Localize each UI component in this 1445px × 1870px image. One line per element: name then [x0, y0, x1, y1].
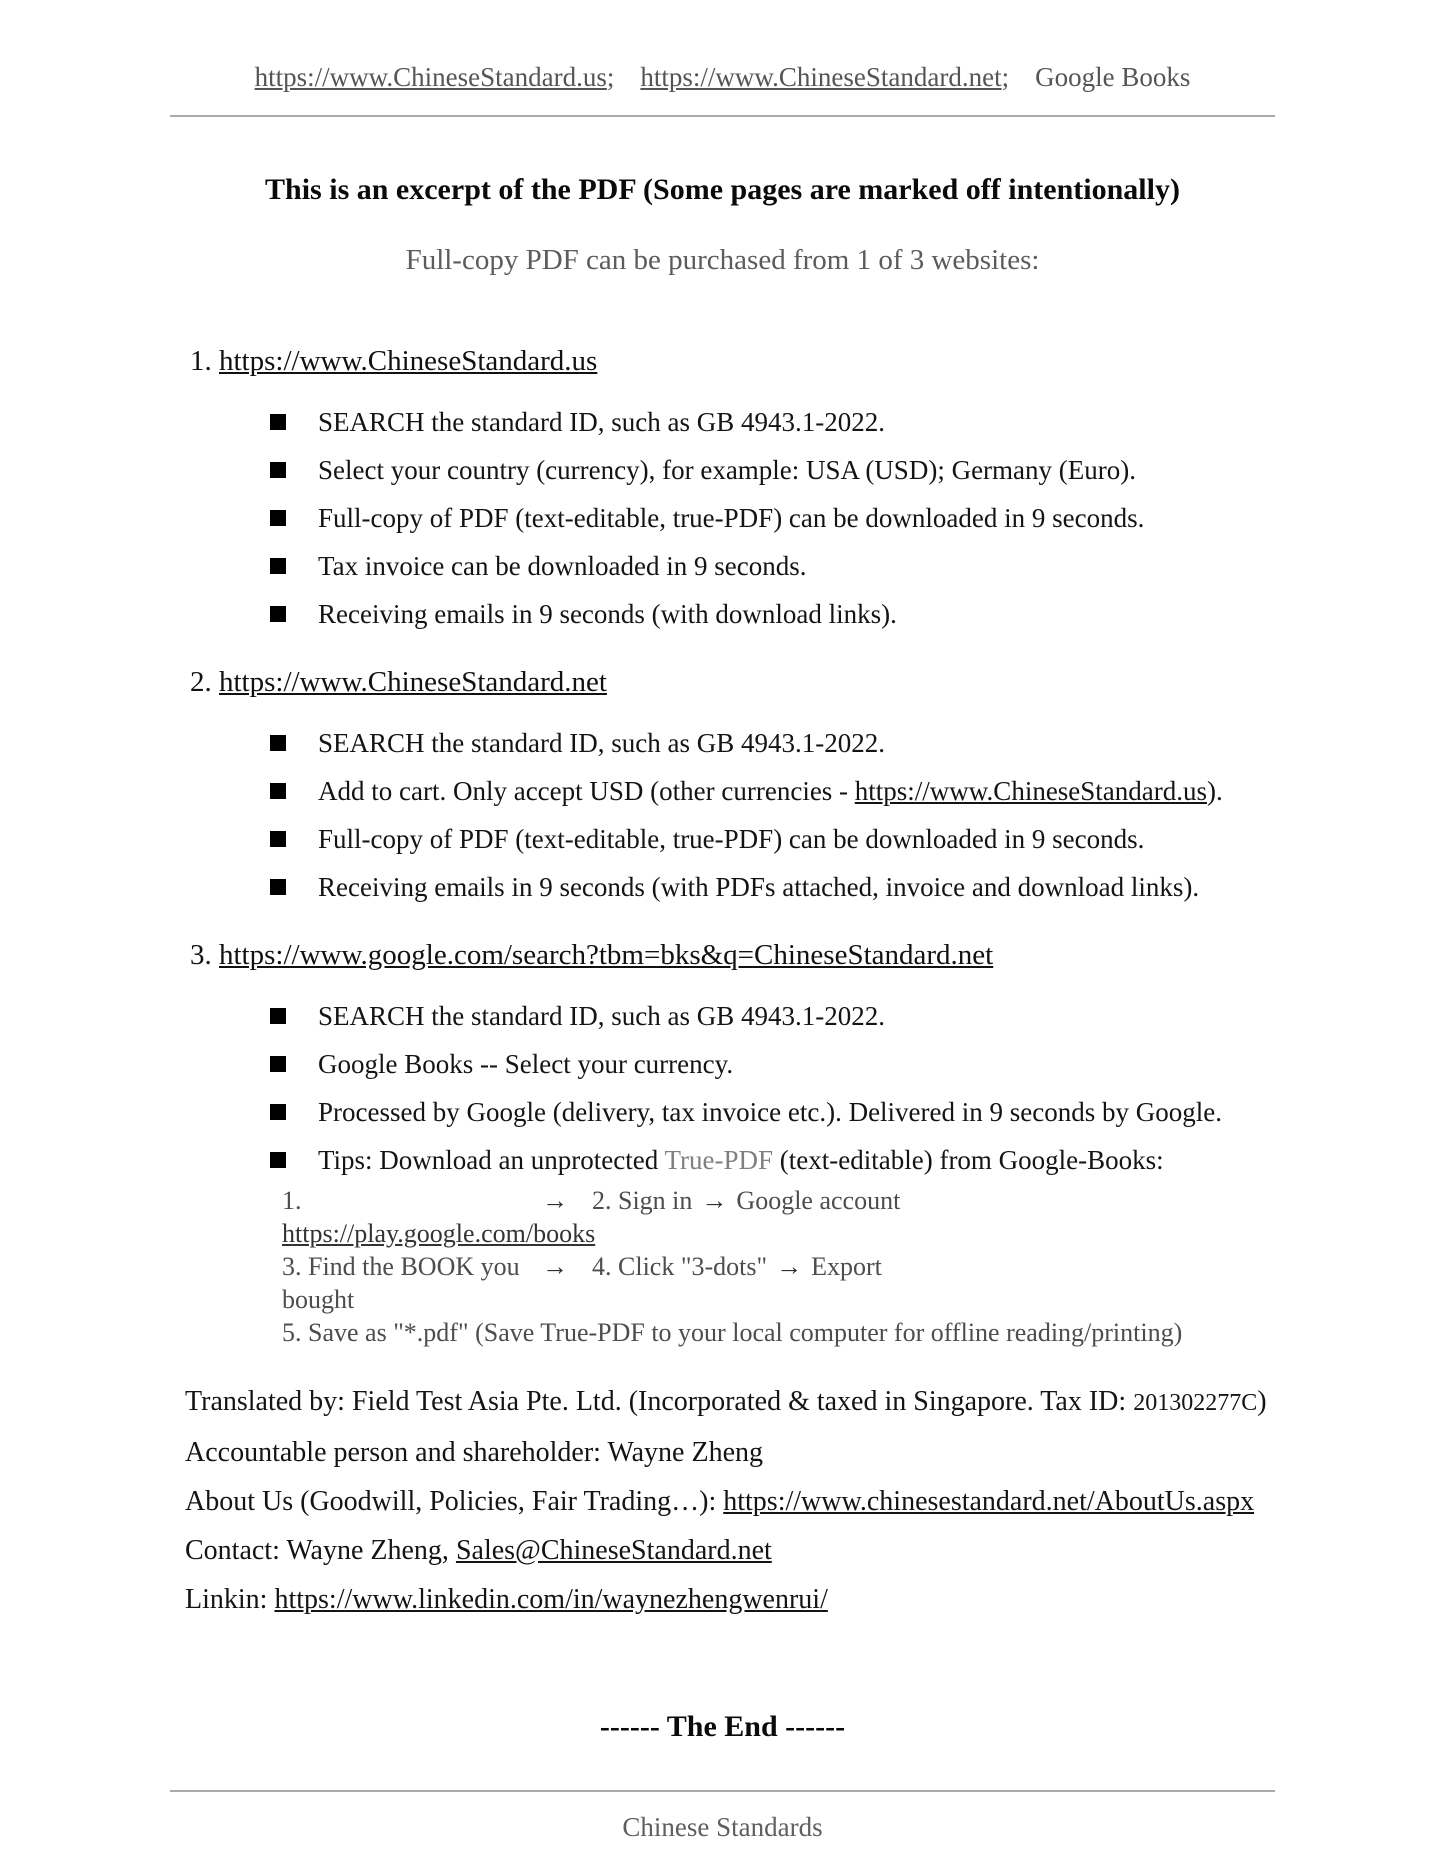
square-bullet-icon [270, 879, 286, 895]
tips-steps [282, 1184, 1275, 1349]
step-2-target: Google account [736, 1186, 901, 1215]
bullet-text-prefix: Tips: Download an unprotected [318, 1145, 665, 1175]
contact-line [185, 1526, 1275, 1575]
step-2-text: 2. Sign in [592, 1186, 693, 1215]
the-end-marker: ------ The End ------ [599, 1710, 846, 1743]
square-bullet-icon [270, 1056, 286, 1072]
true-pdf-label: True-PDF [664, 1145, 774, 1175]
step-2 [592, 1184, 900, 1250]
square-bullet-icon [270, 1152, 286, 1168]
list-item [270, 446, 1275, 494]
square-bullet-icon [270, 1008, 286, 1024]
list-item [270, 815, 1275, 863]
list-item [270, 767, 1275, 815]
contact-text: Contact: Wayne Zheng, [185, 1535, 456, 1566]
arrow-icon: → [542, 1185, 568, 1215]
step-1 [282, 1184, 596, 1250]
bullet-text [318, 767, 1223, 815]
square-bullet-icon [270, 510, 286, 526]
arrow-icon: → [701, 1185, 728, 1215]
linkedin-line [185, 1575, 1275, 1624]
bullet-text-suffix: (text-editable) from Google-Books: [773, 1145, 1164, 1175]
about-us-text: About Us (Goodwill, Policies, Fair Trading…): [185, 1486, 724, 1517]
section-1-number: 1. [190, 345, 212, 377]
tips-step-row-1 [282, 1184, 1275, 1250]
step-4 [592, 1250, 882, 1316]
play-google-books-link[interactable]: https://play.google.com/books [282, 1219, 596, 1248]
footer-brand: Chinese Standards [622, 1812, 823, 1842]
section-1-heading [190, 345, 1275, 378]
square-bullet-icon [270, 1104, 286, 1120]
header-link-chinesestandard-net[interactable]: https://www.ChineseStandard.net [640, 62, 1002, 92]
list-item [270, 1040, 1275, 1088]
about-block [170, 1377, 1275, 1624]
section-3-bullets [170, 992, 1275, 1184]
contact-email-link[interactable]: Sales@ChineseStandard.net [455, 1535, 772, 1566]
list-item [270, 1088, 1275, 1136]
step-3: 3. Find the BOOK you bought [282, 1252, 520, 1314]
header-divider [170, 115, 1275, 117]
list-item [270, 590, 1275, 638]
translated-by-text: Translated by: Field Test Asia Pte. Ltd. (Incorporated & taxed in Singapore. Tax ID: [185, 1386, 1134, 1417]
list-item [270, 863, 1275, 911]
bullet-text: Full-copy of PDF (text-editable, true-PDF) can be downloaded in 9 seconds. [318, 824, 1145, 854]
bullet-text: Receiving emails in 9 seconds (with download links). [318, 599, 897, 629]
bullet-text: SEARCH the standard ID, such as GB 4943.1-2022. [318, 1001, 885, 1031]
square-bullet-icon [270, 735, 286, 751]
translated-by-line [185, 1377, 1275, 1428]
header-link-chinesestandard-us[interactable]: https://www.ChineseStandard.us [254, 62, 607, 92]
list-item [270, 719, 1275, 767]
tips-step-row-2 [282, 1250, 1275, 1316]
header-separator: ; [1001, 62, 1010, 92]
bullet-text: Tax invoice can be downloaded in 9 seconds. [318, 551, 807, 581]
arrow-icon: → [776, 1251, 803, 1281]
page-title: This is an excerpt of the PDF (Some pages are marked off intentionally) [265, 173, 1180, 206]
header-label-google-books: Google Books [1035, 62, 1191, 92]
square-bullet-icon [270, 606, 286, 622]
bullet-text: Select your country (currency), for example: USA (USD); Germany (Euro). [318, 455, 1136, 485]
bullet-text-prefix: Add to cart. Only accept USD (other currencies - [318, 776, 855, 806]
header-separator: ; [606, 62, 615, 92]
square-bullet-icon [270, 783, 286, 799]
step-4-text: 4. Click "3-dots" [592, 1252, 768, 1281]
bullet-text: SEARCH the standard ID, such as GB 4943.1-2022. [318, 407, 885, 437]
bullet-text-suffix: ). [1207, 776, 1223, 806]
about-us-link[interactable]: https://www.chinesestandard.net/AboutUs.aspx [723, 1486, 1255, 1517]
square-bullet-icon [270, 462, 286, 478]
step-4-target: Export [811, 1252, 882, 1281]
square-bullet-icon [270, 558, 286, 574]
section-2-number: 2. [190, 666, 212, 698]
list-item [270, 494, 1275, 542]
bullet-text: Full-copy of PDF (text-editable, true-PDF) can be downloaded in 9 seconds. [318, 503, 1145, 533]
bullet-text: Google Books -- Select your currency. [318, 1049, 734, 1079]
about-us-line [185, 1477, 1275, 1526]
section-2-heading [190, 666, 1275, 699]
bullet-text: Receiving emails in 9 seconds (with PDFs attached, invoice and download links). [318, 872, 1200, 902]
bullet-text: Processed by Google (delivery, tax invoice etc.). Delivered in 9 seconds by Google. [318, 1097, 1222, 1127]
translated-by-suffix: ) [1257, 1386, 1267, 1417]
list-item [270, 1136, 1275, 1184]
square-bullet-icon [270, 414, 286, 430]
footer-divider [170, 1790, 1275, 1792]
bullet-text [318, 1136, 1164, 1184]
section-1-bullets [170, 398, 1275, 638]
arrow-icon: → [542, 1251, 568, 1281]
section-2-link[interactable]: https://www.ChineseStandard.net [219, 666, 607, 698]
section-3-heading [190, 939, 1275, 972]
linkedin-link[interactable]: https://www.linkedin.com/in/waynezhengwenrui/ [274, 1584, 828, 1615]
step-5: 5. Save as "*.pdf" (Save True-PDF to your local computer for offline reading/printing) [282, 1318, 1183, 1347]
section-3-number: 3. [190, 939, 212, 971]
section-2-bullets [170, 719, 1275, 911]
list-item [270, 398, 1275, 446]
linkedin-text: Linkin: [185, 1584, 275, 1615]
accountable-line: Accountable person and shareholder: Wayne Zheng [185, 1437, 764, 1468]
square-bullet-icon [270, 831, 286, 847]
section-3-link[interactable]: https://www.google.com/search?tbm=bks&q=ChineseStandard.net [219, 939, 994, 971]
inline-link-chinesestandard-us[interactable]: https://www.ChineseStandard.us [854, 776, 1208, 806]
list-item [270, 542, 1275, 590]
bullet-text: SEARCH the standard ID, such as GB 4943.1-2022. [318, 728, 885, 758]
page-subtitle: Full-copy PDF can be purchased from 1 of 3 websites: [405, 244, 1040, 276]
tax-id: 201302277C [1133, 1390, 1258, 1416]
tips-step-row-3 [282, 1316, 1275, 1349]
header-links [170, 62, 1275, 93]
list-item [270, 992, 1275, 1040]
step-1-number: 1. [282, 1186, 302, 1215]
section-1-link[interactable]: https://www.ChineseStandard.us [219, 345, 598, 377]
